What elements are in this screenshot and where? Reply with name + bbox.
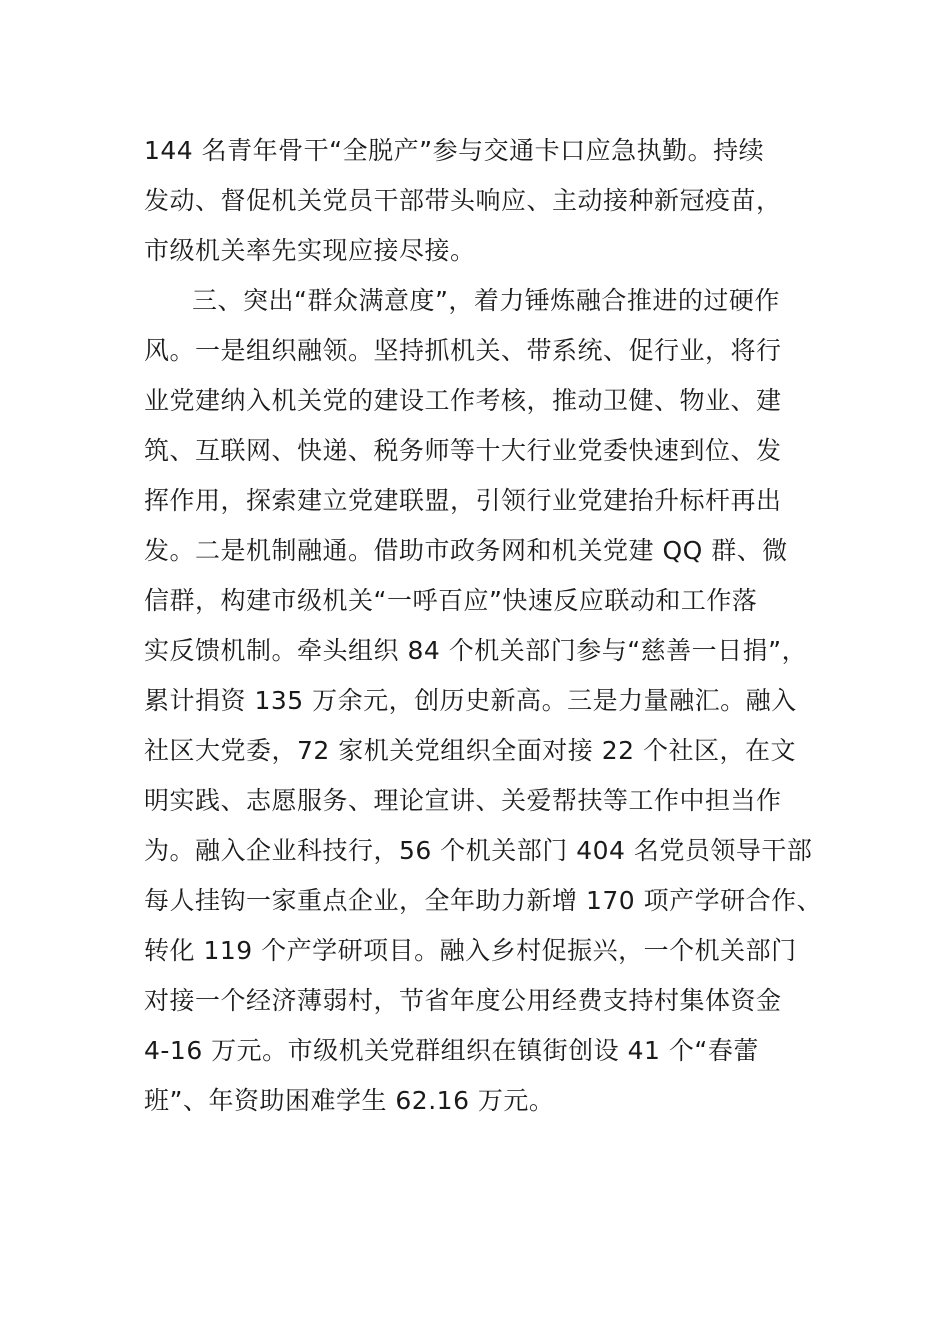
body-text <box>144 126 844 1126</box>
text-line: 三、突出“群众满意度”，着力锤炼融合推进的过硬作 <box>192 286 780 315</box>
text-line: 社区大党委，72 家机关党组织全面对接 22 个社区，在文 <box>144 736 796 765</box>
text-line: 信群，构建市级机关“一呼百应”快速反应联动和工作落 <box>144 586 758 615</box>
text-line: 发动、督促机关党员干部带头响应、主动接种新冠疫苗， <box>144 186 782 215</box>
paragraph-1 <box>144 126 844 276</box>
text-line: 对接一个经济薄弱村，节省年度公用经费支持村集体资金 <box>144 986 782 1015</box>
text-line: 筑、互联网、快递、税务师等十大行业党委快速到位、发 <box>144 436 782 465</box>
text-line: 4-16 万元。市级机关党群组织在镇街创设 41 个“春蕾 <box>144 1036 759 1065</box>
text-line: 144 名青年骨干“全脱产”参与交通卡口应急执勤。持续 <box>144 136 765 165</box>
text-line: 业党建纳入机关党的建设工作考核，推动卫健、物业、建 <box>144 386 782 415</box>
paragraph-2 <box>144 276 844 1126</box>
text-line: 累计捐资 135 万余元，创历史新高。三是力量融汇。融入 <box>144 686 797 715</box>
text-line: 为。融入企业科技行，56 个机关部门 404 名党员领导干部 <box>144 836 813 865</box>
text-line: 实反馈机制。牵头组织 84 个机关部门参与“慈善一日捐”， <box>144 636 808 665</box>
text-line: 市级机关率先实现应接尽接。 <box>144 236 476 265</box>
text-line: 转化 119 个产学研项目。融入乡村促振兴，一个机关部门 <box>144 936 797 965</box>
text-line: 挥作用，探索建立党建联盟，引领行业党建抬升标杆再出 <box>144 486 782 515</box>
text-line: 班”、年资助困难学生 62.16 万元。 <box>144 1086 555 1115</box>
text-line: 风。一是组织融领。坚持抓机关、带系统、促行业，将行 <box>144 336 782 365</box>
text-line: 明实践、志愿服务、理论宣讲、关爱帮扶等工作中担当作 <box>144 786 782 815</box>
text-line: 每人挂钩一家重点企业，全年助力新增 170 项产学研合作、 <box>144 886 823 915</box>
text-line: 发。二是机制融通。借助市政务网和机关党建 QQ 群、微 <box>144 536 788 565</box>
